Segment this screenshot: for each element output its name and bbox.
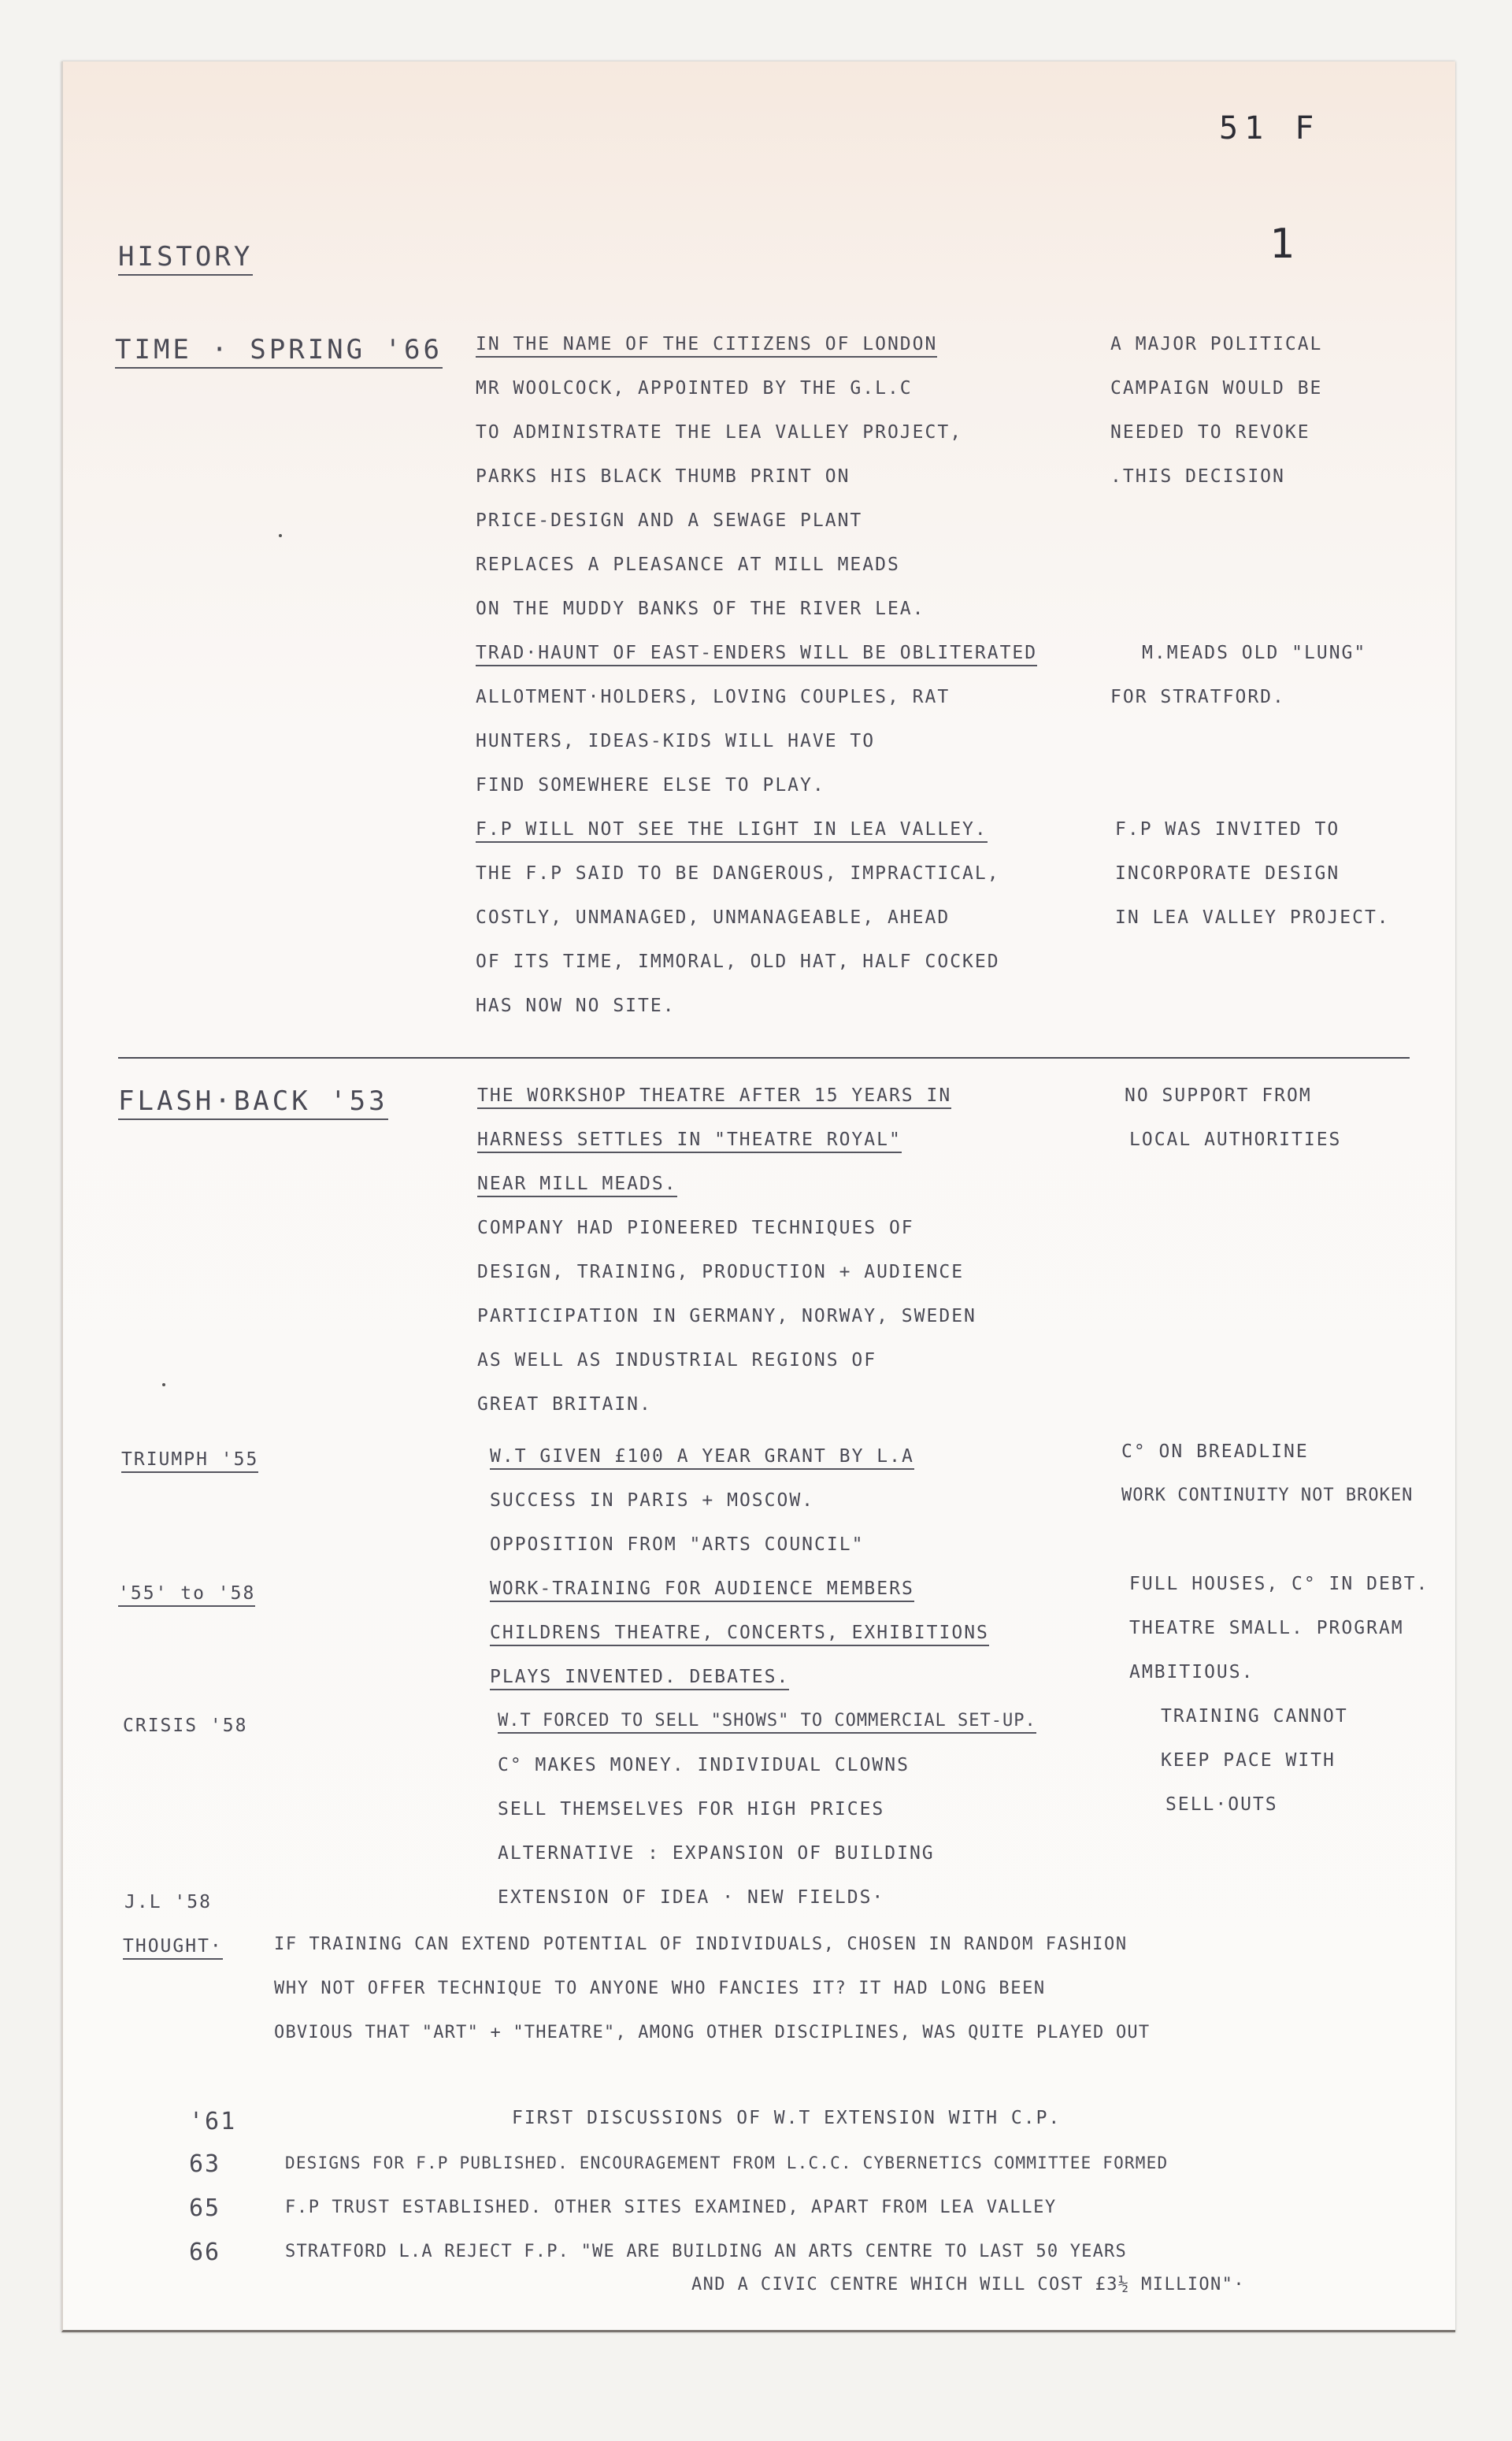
flashback-note: FULL HOUSES, C° IN DEBT.	[1129, 1574, 1429, 1594]
time-line: PARKS HIS BLACK THUMB PRINT ON	[476, 466, 850, 487]
timeline-year: '61	[189, 2108, 237, 2135]
years-label: '55' to '58	[118, 1583, 255, 1607]
flashback-line: WORK-TRAINING FOR AUDIENCE MEMBERS	[490, 1578, 914, 1602]
time-line: ALLOTMENT·HOLDERS, LOVING COUPLES, RAT	[476, 687, 951, 707]
flashback-note: THEATRE SMALL. PROGRAM	[1129, 1618, 1404, 1638]
flashback-note: LOCAL AUTHORITIES	[1129, 1130, 1342, 1150]
time-note: FOR STRATFORD.	[1110, 687, 1285, 707]
time-line: FIND SOMEWHERE ELSE TO PLAY.	[476, 775, 825, 796]
margin-dot	[162, 1383, 165, 1386]
flashback-line: NEAR MILL MEADS.	[477, 1174, 677, 1197]
time-line: F.P WILL NOT SEE THE LIGHT IN LEA VALLEY.	[476, 819, 988, 843]
timeline-text: F.P TRUST ESTABLISHED. OTHER SITES EXAMINED, APART FROM LEA VALLEY	[285, 2198, 1057, 2217]
flashback-line: PARTICIPATION IN GERMANY, NORWAY, SWEDEN	[477, 1306, 976, 1326]
time-note: A MAJOR POLITICAL	[1110, 334, 1323, 354]
thought-line: IF TRAINING CAN EXTEND POTENTIAL OF INDIVIDUALS, CHOSEN IN RANDOM FASHION	[274, 1935, 1128, 1954]
flashback-line: W.T GIVEN £100 A YEAR GRANT BY L.A	[490, 1446, 914, 1470]
timeline-year: 66	[189, 2239, 221, 2266]
flashback-line: COMPANY HAD PIONEERED TECHNIQUES OF	[477, 1218, 914, 1238]
flashback-line: DESIGN, TRAINING, PRODUCTION + AUDIENCE	[477, 1262, 965, 1282]
triumph-label: TRIUMPH '55	[121, 1449, 258, 1473]
timeline-year: 63	[189, 2150, 221, 2178]
flashback-line: OPPOSITION FROM "ARTS COUNCIL"	[490, 1534, 865, 1555]
flashback-line: AS WELL AS INDUSTRIAL REGIONS OF	[477, 1350, 877, 1371]
time-note: F.P WAS INVITED TO	[1115, 819, 1340, 840]
flashback-line: GREAT BRITAIN.	[477, 1394, 652, 1415]
section-divider	[118, 1057, 1410, 1059]
time-line: PRICE-DESIGN AND A SEWAGE PLANT	[476, 510, 863, 531]
time-label: TIME · SPRING '66	[115, 334, 443, 369]
flashback-line: C° MAKES MONEY. INDIVIDUAL CLOWNS	[498, 1755, 910, 1775]
time-note: .THIS DECISION	[1110, 466, 1285, 487]
timeline-year: 65	[189, 2194, 221, 2222]
timeline-text: AND A CIVIC CENTRE WHICH WILL COST £3½ MILLION"·	[691, 2275, 1245, 2294]
time-note: M.MEADS OLD "LUNG"	[1142, 643, 1367, 663]
thought-label: THOUGHT·	[123, 1936, 223, 1960]
jl-label: J.L '58	[124, 1892, 212, 1912]
margin-dot	[279, 534, 282, 537]
crisis-label: CRISIS '58	[123, 1716, 248, 1736]
flashback-line: THE WORKSHOP THEATRE AFTER 15 YEARS IN	[477, 1085, 951, 1109]
time-note: IN LEA VALLEY PROJECT.	[1115, 907, 1390, 928]
timeline-text: DESIGNS FOR F.P PUBLISHED. ENCOURAGEMENT FROM L.C.C. CYBERNETICS COMMITTEE FORMED	[285, 2153, 1169, 2172]
time-line: OF ITS TIME, IMMORAL, OLD HAT, HALF COCKED	[476, 952, 1000, 972]
thought-line: OBVIOUS THAT "ART" + "THEATRE", AMONG OTHER DISCIPLINES, WAS QUITE PLAYED OUT	[274, 2023, 1151, 2042]
time-line: MR WOOLCOCK, APPOINTED BY THE G.L.C	[476, 378, 913, 399]
time-line: IN THE NAME OF THE CITIZENS OF LONDON	[476, 334, 937, 358]
flashback-line: SUCCESS IN PARIS + MOSCOW.	[490, 1490, 815, 1511]
time-note: CAMPAIGN WOULD BE	[1110, 378, 1323, 399]
flashback-line: CHILDRENS THEATRE, CONCERTS, EXHIBITIONS	[490, 1623, 989, 1646]
time-line: THE F.P SAID TO BE DANGEROUS, IMPRACTICAL,	[476, 863, 1000, 884]
flashback-line: W.T FORCED TO SELL "SHOWS" TO COMMERCIAL SET-UP.	[498, 1711, 1036, 1734]
time-line: HAS NOW NO SITE.	[476, 996, 676, 1016]
flashback-line: PLAYS INVENTED. DEBATES.	[490, 1667, 789, 1690]
page-heading: HISTORY	[118, 241, 253, 276]
flashback-note: NO SUPPORT FROM	[1125, 1085, 1312, 1106]
timeline-text: STRATFORD L.A REJECT F.P. "WE ARE BUILDING AN ARTS CENTRE TO LAST 50 YEARS	[285, 2242, 1127, 2261]
flashback-note: WORK CONTINUITY NOT BROKEN	[1121, 1486, 1414, 1505]
flashback-line: EXTENSION OF IDEA · NEW FIELDS·	[498, 1887, 885, 1908]
flashback-note: C° ON BREADLINE	[1121, 1441, 1309, 1462]
time-line: HUNTERS, IDEAS-KIDS WILL HAVE TO	[476, 731, 876, 751]
page-number: 51 F	[1219, 110, 1321, 147]
flashback-note: KEEP PACE WITH	[1161, 1750, 1336, 1771]
timeline-text: FIRST DISCUSSIONS OF W.T EXTENSION WITH C.P.	[512, 2108, 1062, 2128]
time-note: INCORPORATE DESIGN	[1115, 863, 1340, 884]
flashback-note: SELL·OUTS	[1166, 1794, 1278, 1815]
flashback-line: HARNESS SETTLES IN "THEATRE ROYAL"	[477, 1130, 902, 1153]
flashback-line: ALTERNATIVE : EXPANSION OF BUILDING	[498, 1843, 935, 1864]
time-line: COSTLY, UNMANAGED, UNMANAGEABLE, AHEAD	[476, 907, 951, 928]
flashback-note: TRAINING CANNOT	[1161, 1706, 1348, 1727]
time-line: REPLACES A PLEASANCE AT MILL MEADS	[476, 555, 900, 575]
flashback-note: AMBITIOUS.	[1129, 1662, 1254, 1682]
flashback-label: FLASH·BACK '53	[118, 1085, 388, 1120]
thought-line: WHY NOT OFFER TECHNIQUE TO ANYONE WHO FANCIES IT? IT HAD LONG BEEN	[274, 1979, 1046, 1998]
time-line: ON THE MUDDY BANKS OF THE RIVER LEA.	[476, 599, 925, 619]
time-line: TO ADMINISTRATE THE LEA VALLEY PROJECT,	[476, 422, 963, 443]
flashback-line: SELL THEMSELVES FOR HIGH PRICES	[498, 1799, 885, 1820]
time-line: TRAD·HAUNT OF EAST-ENDERS WILL BE OBLITERATED	[476, 643, 1037, 666]
time-note: NEEDED TO REVOKE	[1110, 422, 1310, 443]
sheet-number: 1	[1269, 221, 1295, 268]
